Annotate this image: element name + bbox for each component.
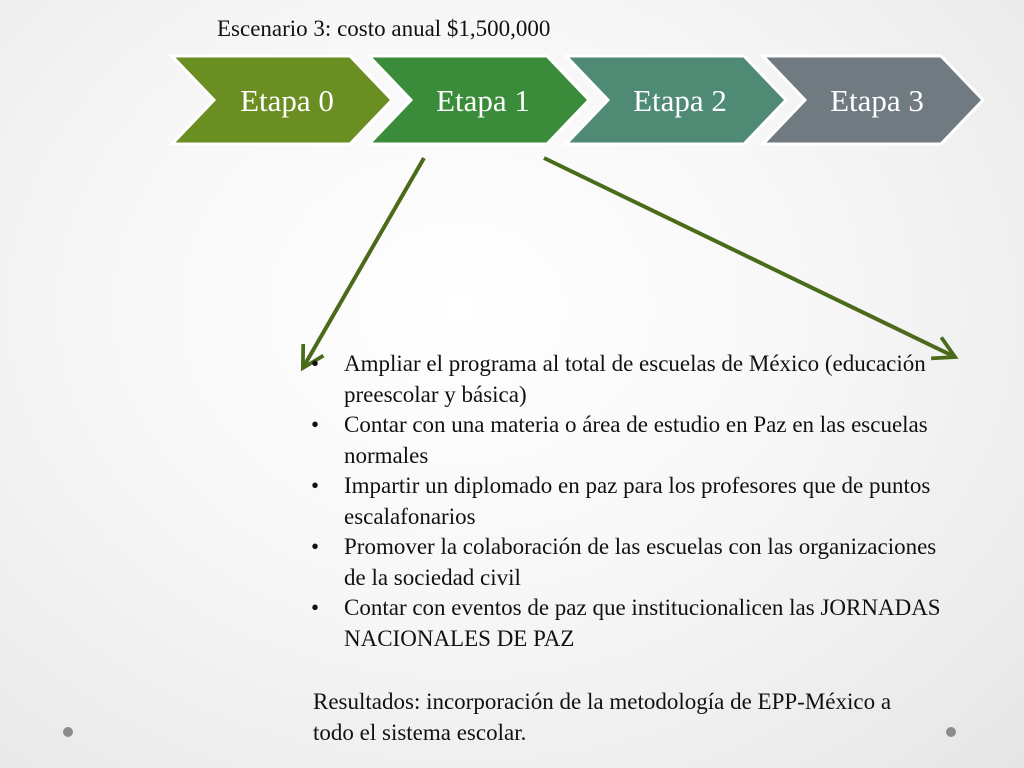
bullet-text: Contar con una materia o área de estudio en Paz en las escuelas normales	[344, 412, 928, 468]
bullet-item-0	[311, 349, 951, 410]
bullet-item-3	[311, 532, 951, 593]
bullet-marker: •	[311, 534, 320, 559]
stage-chevron-3	[763, 56, 983, 144]
bullet-marker: •	[311, 473, 320, 498]
bullet-item-2	[311, 471, 951, 532]
bullet-marker: •	[311, 351, 320, 376]
bullet-text: Impartir un diplomado en paz para los profesores que de puntos escalafonarios	[344, 473, 931, 529]
bullet-list	[311, 349, 951, 654]
stage-label-0: Etapa 0	[240, 83, 334, 118]
decorative-dot-left	[63, 727, 73, 737]
arrow-left	[304, 158, 424, 366]
bullet-item-1	[311, 410, 951, 471]
stage-chevron-1	[369, 56, 589, 144]
stage-label-3: Etapa 3	[830, 83, 924, 118]
bullet-text: Ampliar el programa al total de escuelas de México (educación preescolar y básica)	[344, 351, 926, 407]
arrow-right	[544, 158, 953, 356]
decorative-dot-right	[946, 727, 956, 737]
stage-chevron-0	[172, 56, 392, 144]
bullet-text: Promover la colaboración de las escuelas con las organizaciones de la sociedad civil	[344, 534, 937, 590]
slide-title: Escenario 3: costo anual $1,500,000	[217, 16, 551, 41]
bullet-marker: •	[311, 412, 320, 437]
results-text: Resultados: incorporación de la metodología de EPP-México a todo el sistema escolar.	[313, 689, 892, 745]
stage-label-1: Etapa 1	[436, 83, 530, 118]
bullet-marker: •	[311, 595, 320, 620]
stage-label-2: Etapa 2	[633, 83, 727, 118]
stage-chevron-2	[566, 56, 786, 144]
bullet-item-4	[311, 593, 951, 654]
bullet-text: Contar con eventos de paz que institucionalicen las JORNADAS NACIONALES DE PAZ	[344, 595, 941, 651]
